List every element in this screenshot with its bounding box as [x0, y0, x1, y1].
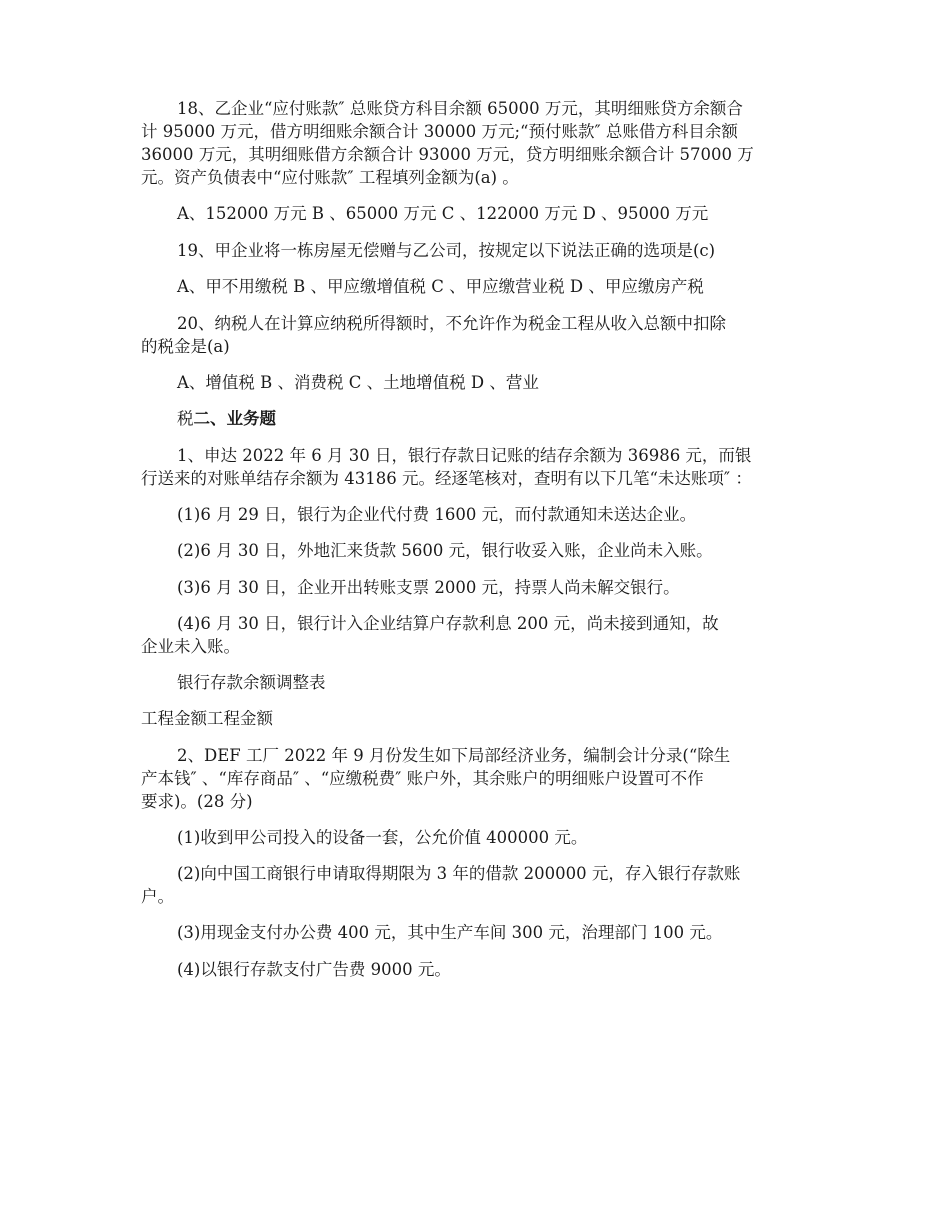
b2-item-3: (3)用现金支付办公费 400 元，其中生产车间 300 元，治理部门 100 元。: [177, 923, 723, 942]
q19-options: A、甲不用缴税 B 、甲应缴增值税 C 、甲应缴营业税 D 、甲应缴房产税: [177, 277, 704, 296]
b2-item-4: (4)以银行存款支付广告费 9000 元。: [177, 960, 451, 979]
b2-item-2-line-1: (2)向中国工商银行申请取得期限为 3 年的借款 200000 元，存入银行存款账: [177, 864, 741, 883]
section-2-prefix: 税: [177, 409, 194, 428]
b2-line-1: 2、DEF 工厂 2022 年 9 月份发生如下局部经济业务，编制会计分录(“除生: [177, 746, 731, 765]
q19-text: 19、甲企业将一栋房屋无偿赠与乙公司，按规定以下说法正确的选项是(c): [177, 241, 716, 260]
q18-line-4: 元。资产负债表中“应付账款″ 工程填列金额为(a) 。: [141, 168, 519, 187]
b1-table-header: 工程金额工程金额: [141, 709, 273, 728]
q18-line-2: 计 95000 万元，借方明细账余额合计 30000 万元;“预付账款″ 总账借方科目余额: [141, 122, 738, 141]
b1-table-title: 银行存款余额调整表: [177, 673, 326, 692]
b1-item-4-line-2: 企业未入账。: [141, 637, 240, 656]
b2-line-3: 要求)。(28 分): [141, 792, 253, 811]
b1-item-3: (3)6 月 30 日，企业开出转账支票 2000 元，持票人尚未解交银行。: [177, 578, 680, 597]
q20-line-1: 20、纳税人在计算应纳税所得额时，不允许作为税金工程从收入总额中扣除: [177, 314, 726, 333]
section-2-heading-line: [177, 407, 276, 430]
section-2-heading: 二、业务题: [193, 409, 276, 428]
q20-options: A、增值税 B 、消费税 C 、土地增值税 D 、营业: [177, 373, 539, 392]
q18-line-1: 18、乙企业“应付账款″ 总账贷方科目余额 65000 万元，其明细账贷方余额合: [177, 99, 743, 118]
q18-options: A、152000 万元 B 、65000 万元 C 、122000 万元 D 、95000 万元: [177, 204, 709, 223]
b2-item-1: (1)收到甲公司投入的设备一套，公允价值 400000 元。: [177, 828, 588, 847]
q18-line-3: 36000 万元，其明细账借方余额合计 93000 万元，贷方明细账余额合计 57000 万: [141, 145, 754, 164]
q20-line-2: 的税金是(a): [141, 337, 230, 356]
b1-line-2: 行送来的对账单结存余额为 43186 元。经逐笔核对，查明有以下几笔“未达账项″ ：: [141, 469, 752, 488]
b2-line-2: 产本钱″ 、“库存商品″ 、“应缴税费″ 账户外，其余账户的明细账户设置可不作: [141, 769, 704, 788]
b2-item-2-line-2: 户。: [141, 887, 174, 906]
b1-item-1: (1)6 月 29 日，银行为企业代付费 1600 元，而付款通知未送达企业。: [177, 505, 697, 524]
b1-item-4-line-1: (4)6 月 30 日，银行计入企业结算户存款利息 200 元，尚未接到通知，故: [177, 614, 719, 633]
b1-line-1: 1、申达 2022 年 6 月 30 日，银行存款日记账的结存余额为 36986 元，而银: [177, 446, 752, 465]
b1-item-2: (2)6 月 30 日，外地汇来货款 5600 元，银行收妥入账，企业尚未入账。: [177, 541, 713, 560]
